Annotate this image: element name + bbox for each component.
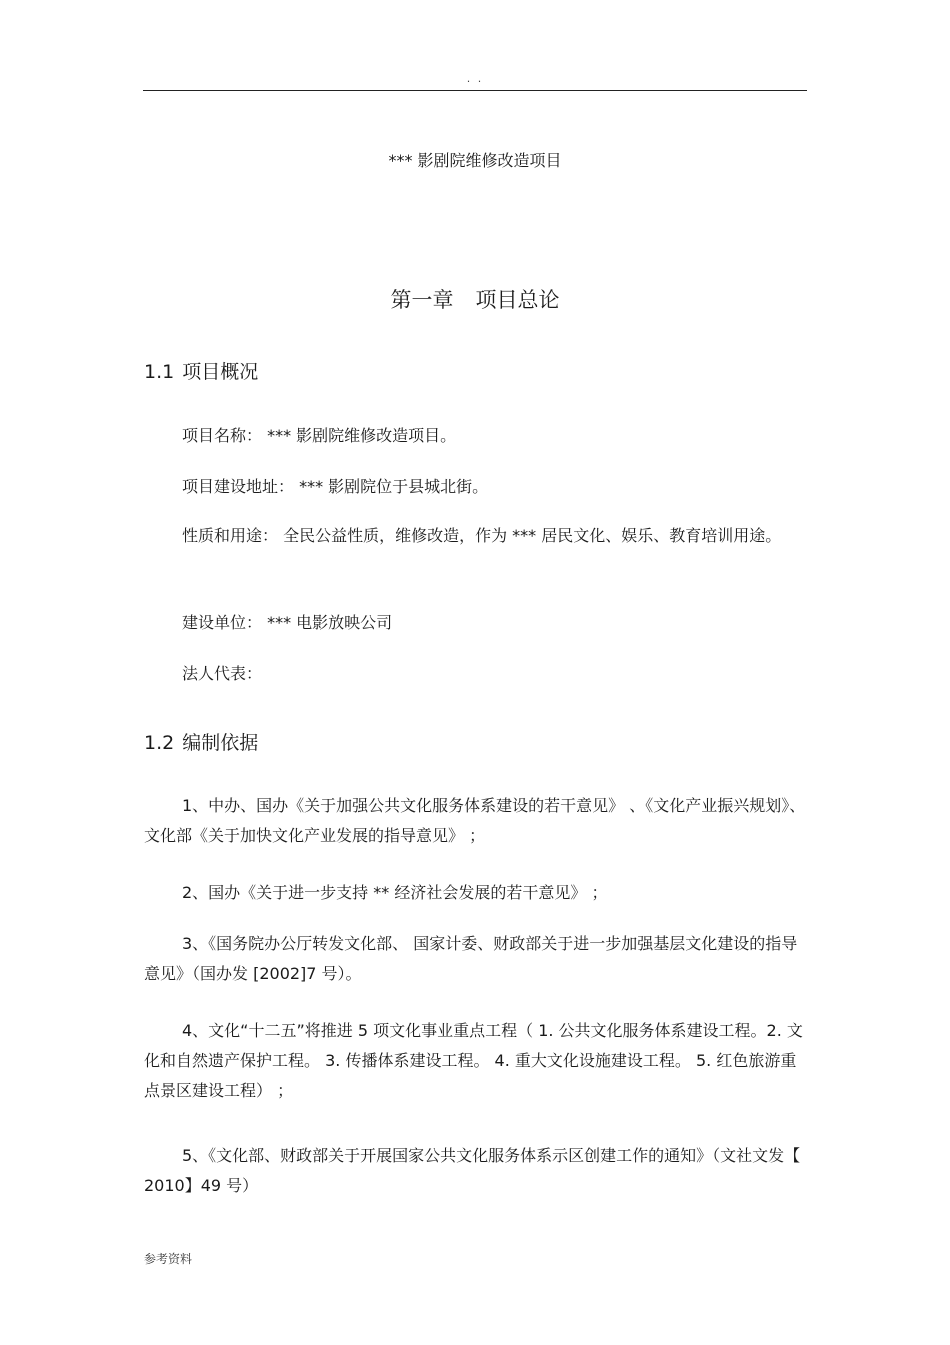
overview-unit: 建设单位： *** 电影放映公司 [182, 613, 393, 632]
basis-item: 5、《文化部、财政部关于开展国家公共文化服务体系示区创建工作的通知》（文社文发【 2010】49 号） [144, 1146, 801, 1195]
section-number: 1.1 [144, 361, 175, 383]
header-rule [143, 90, 807, 91]
basis-item: 2、国办《关于进一步支持 ** 经济社会发展的若干意见》 ； [182, 883, 608, 902]
section-title: 编制依据 [182, 732, 259, 754]
footer-label: 参考资料 [144, 1252, 193, 1266]
section-title: 项目概况 [182, 361, 259, 383]
overview-project-name: 项目名称： *** 影剧院维修改造项目。 [182, 426, 457, 445]
header-dots: . . [466, 72, 484, 85]
chapter-title: 项目总论 [475, 288, 560, 312]
chapter-heading [0, 284, 950, 314]
section-heading-1-2 [144, 728, 258, 755]
section-number: 1.2 [144, 732, 175, 754]
basis-item: 1、中办、国办《关于加强公共文化服务体系建设的若干意见》 、《文化产业振兴规划》、文化部《关于加快文化产业发展的指导意见》 ； [144, 796, 806, 845]
overview-address: 项目建设地址： *** 影剧院位于县城北街。 [182, 477, 489, 496]
chapter-number: 第一章 [390, 288, 454, 312]
overview-legal: 法人代表： [182, 664, 263, 683]
basis-item: 4、文化“十二五”将推进 5 项文化事业重点工程（ 1. 公共文化服务体系建设工程。2. 文化和自然遗产保护工程。 3. 传播体系建设工程。 4. 重大文化设施建设工程。 5. 红色旅游重点景区建设工程） ； [144, 1021, 803, 1100]
overview-nature [144, 521, 806, 551]
overview-nature-text: 性质和用途： 全民公益性质，维修改造，作为 *** 居民文化、娱乐、教育培训用途。 [182, 526, 782, 545]
section-heading-1-1 [144, 357, 258, 384]
project-title: *** 影剧院维修改造项目 [388, 151, 562, 170]
basis-item: 3、《国务院办公厅转发文化部、 国家计委、财政部关于进一步加强基层文化建设的指导意见》（国办发 [2002]7 号）。 [144, 934, 798, 983]
